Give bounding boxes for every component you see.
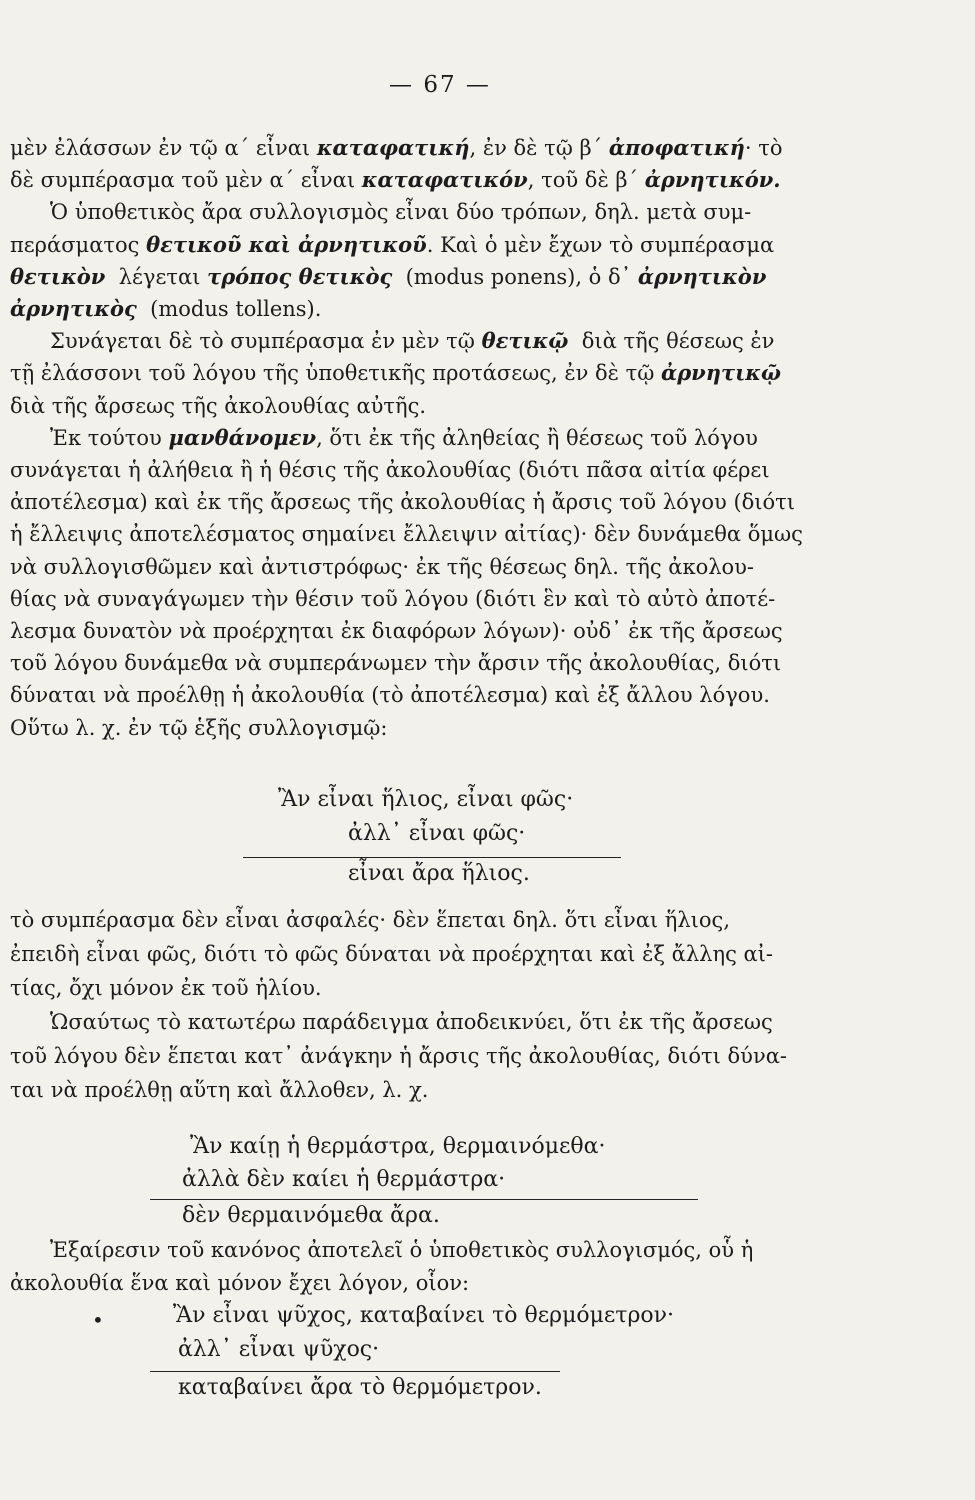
text-run: τίας, ὄχι μόνον ἐκ τοῦ ἡλίου. xyxy=(10,976,322,1000)
text-line xyxy=(10,714,387,742)
syllogism-1-premise-2: ἀλλ᾿ εἶναι φῶς· xyxy=(348,821,526,846)
text-run: τῇ ἐλάσσονι τοῦ λόγου τῆς ὑποθετικῆς προτάσεως, ἐν δὲ τῷ xyxy=(10,361,662,386)
text-line xyxy=(10,1076,428,1104)
text-run: Ἐξαίρεσιν τοῦ κανόνος ἀποτελεῖ ὁ ὑποθετικὸς συλλογισμός, οὗ ἡ xyxy=(10,1238,754,1262)
text-run: νὰ συλλογισθῶμεν καὶ ἀντιστρόφως· ἐκ τῆς θέσεως δηλ. τῆς ἀκολου- xyxy=(10,554,755,579)
emphasized-term: μανθάνομεν xyxy=(168,424,317,450)
text-run: (modus tollens). xyxy=(136,297,322,321)
text-line xyxy=(10,359,781,387)
syllogism-3-conclusion: καταβαίνει ἄρα τὸ θερμόμετρον. xyxy=(178,1375,542,1400)
text-line xyxy=(10,488,795,516)
emphasized-term: καταφατική xyxy=(316,135,470,160)
text-line xyxy=(10,231,774,259)
text-run: Ἐκ τούτου xyxy=(10,425,169,450)
text-run: τοῦ λόγου δυνάμεθα νὰ συμπεράνωμεν τὴν ἄρσιν τῆς ἀκολουθίας, διότι xyxy=(10,651,782,676)
emphasized-term: ἀρνητικὸς xyxy=(10,296,137,321)
text-line xyxy=(10,617,783,645)
text-run: τοῦ λόγου δὲν ἕπεται κατ᾿ ἀνάγκην ἡ ἄρσις τῆς ἀκολουθίας, διότι δύνα- xyxy=(10,1044,787,1068)
text-run: λεσμα δυνατὸν νὰ προέρχηται ἐκ διαφόρων λόγων)· οὐδ᾿ ἐκ τῆς ἄρσεως xyxy=(10,619,783,643)
text-run: δύναται νὰ προέλθῃ ἡ ἀκολουθία (τὸ ἀποτέλεσμα) καὶ ἐξ ἄλλου λόγου. xyxy=(10,683,770,708)
syllogism-2-divider xyxy=(150,1199,698,1200)
emphasized-term: ἀρνητικῷ xyxy=(661,360,782,386)
text-line xyxy=(10,649,781,677)
text-line xyxy=(10,392,426,420)
text-run: ἡ ἔλλειψις ἀποτελέσματος σημαίνει ἔλλειψιν αἰτίας)· δὲν δυνάμεθα ὅμως xyxy=(10,522,803,547)
text-line xyxy=(10,1042,787,1070)
text-run: διὰ τῆς θέσεως ἐν xyxy=(568,329,775,354)
text-run: ἐπειδὴ εἶναι φῶς, διότι τὸ φῶς δύναται νὰ προέρχηται καὶ ἐξ ἄλλης αἰ- xyxy=(10,942,774,966)
text-run: Οὕτω λ. χ. ἐν τῷ ἑξῆς συλλογισμῷ: xyxy=(10,715,388,740)
syllogism-2-premise-2: ἀλλὰ δὲν καίει ἡ θερμάστρα· xyxy=(182,1167,506,1192)
text-line xyxy=(10,520,803,548)
text-run: λέγεται xyxy=(105,264,208,289)
text-run: ται νὰ προέλθῃ αὕτη καὶ ἄλλοθεν, λ. χ. xyxy=(10,1078,429,1102)
text-run: (modus ponens), ὁ δ᾿ xyxy=(392,264,638,289)
text-line xyxy=(10,198,751,226)
text-run: Ὁ ὑποθετικὸς ἄρα συλλογισμὸς εἶναι δύο τρόπων, δηλ. μετὰ συμ- xyxy=(10,200,752,225)
text-run: , ἐν δὲ τῷ β΄ xyxy=(469,136,609,160)
text-run: δὲ συμπέρασμα τοῦ μὲν α΄ εἶναι xyxy=(10,168,362,193)
text-run: ἀκολουθία ἕνα καὶ μόνον ἔχει λόγον, οἷον: xyxy=(10,1271,470,1295)
syllogism-2-premise-1: Ἂν καίῃ ἡ θερμάστρα, θερμαινόμεθα· xyxy=(190,1134,606,1159)
text-line xyxy=(10,940,773,968)
text-line xyxy=(10,974,322,1002)
text-line xyxy=(10,134,782,162)
syllogism-1-conclusion: εἶναι ἄρα ἥλιος. xyxy=(348,861,530,886)
text-run: , ὅτι ἐκ τῆς ἀληθείας ἢ θέσεως τοῦ λόγου xyxy=(316,425,758,450)
emphasized-term: ἀρνητικὸν xyxy=(637,263,767,289)
text-run: ἀποτέλεσμα) καὶ ἐκ τῆς ἄρσεως τῆς ἀκολουθίας ἡ ἄρσις τοῦ λόγου (διότι xyxy=(10,490,796,515)
text-run: θίας νὰ συναγάγωμεν τὴν θέσιν τοῦ λόγου (διότι ἓν καὶ τὸ αὐτὸ ἀποτέ- xyxy=(10,586,776,611)
syllogism-2-conclusion: δὲν θερμαινόμεθα ἄρα. xyxy=(182,1203,440,1228)
text-run: · τὸ xyxy=(744,136,783,160)
syllogism-1-premise-1: Ἂν εἶναι ἥλιος, εἶναι φῶς· xyxy=(278,787,574,812)
text-line xyxy=(10,295,321,323)
text-line xyxy=(10,263,766,291)
text-run: , τοῦ δὲ β΄ xyxy=(527,168,645,193)
emphasized-term: ἀρνητικόν. xyxy=(644,167,781,193)
syllogism-3-premise-1: Ἂν εἶναι ψῦχος, καταβαίνει τὸ θερμόμετρον· xyxy=(173,1303,675,1328)
text-run: . Καὶ ὁ μὲν ἔχων τὸ συμπέρασμα xyxy=(426,232,775,257)
emphasized-term: θετικὸν xyxy=(10,263,106,289)
text-line xyxy=(10,585,775,613)
text-run: συνάγεται ἡ ἀλήθεια ἢ ἡ θέσις τῆς ἀκολουθίας (διότι πᾶσα αἰτία φέρει xyxy=(10,458,770,482)
text-line xyxy=(10,166,781,194)
text-line xyxy=(10,1008,773,1036)
text-line xyxy=(10,553,754,581)
bullet-dot: • xyxy=(92,1308,104,1332)
text-line xyxy=(10,1236,753,1264)
text-run: περάσματος xyxy=(10,232,147,257)
text-line xyxy=(10,424,758,452)
text-run: μὲν ἐλάσσων ἐν τῷ α΄ εἶναι xyxy=(10,136,317,160)
syllogism-3-divider xyxy=(150,1371,560,1372)
emphasized-term: θετικῷ xyxy=(481,328,569,354)
text-run: Συνάγεται δὲ τὸ συμπέρασμα ἐν μὲν τῷ xyxy=(10,329,482,354)
text-line xyxy=(10,681,770,709)
text-line xyxy=(10,456,770,484)
emphasized-term: καταφατικόν xyxy=(361,167,528,193)
text-line xyxy=(10,1269,469,1297)
emphasized-term: θετικοῦ καὶ ἀρνητικοῦ xyxy=(146,231,427,257)
text-run: Ὡσαύτως τὸ κατωτέρω παράδειγμα ἀποδεικνύει, ὅτι ἐκ τῆς ἄρσεως xyxy=(10,1010,773,1034)
page-number: — 67 — xyxy=(389,72,491,98)
text-line xyxy=(10,327,774,355)
emphasized-term: ἀποφατική xyxy=(608,135,745,160)
emphasized-term: τρόπος θετικὸς xyxy=(207,263,393,289)
text-run: τὸ συμπέρασμα δὲν εἶναι ἀσφαλές· δὲν ἕπεται δηλ. ὅτι εἶναι ἥλιος, xyxy=(10,908,730,932)
text-line xyxy=(10,906,730,934)
syllogism-3-premise-2: ἀλλ᾿ εἶναι ψῦχος· xyxy=(178,1337,380,1362)
text-run: διὰ τῆς ἄρσεως τῆς ἀκολουθίας αὐτῆς. xyxy=(10,393,427,418)
syllogism-1-divider xyxy=(243,857,621,858)
